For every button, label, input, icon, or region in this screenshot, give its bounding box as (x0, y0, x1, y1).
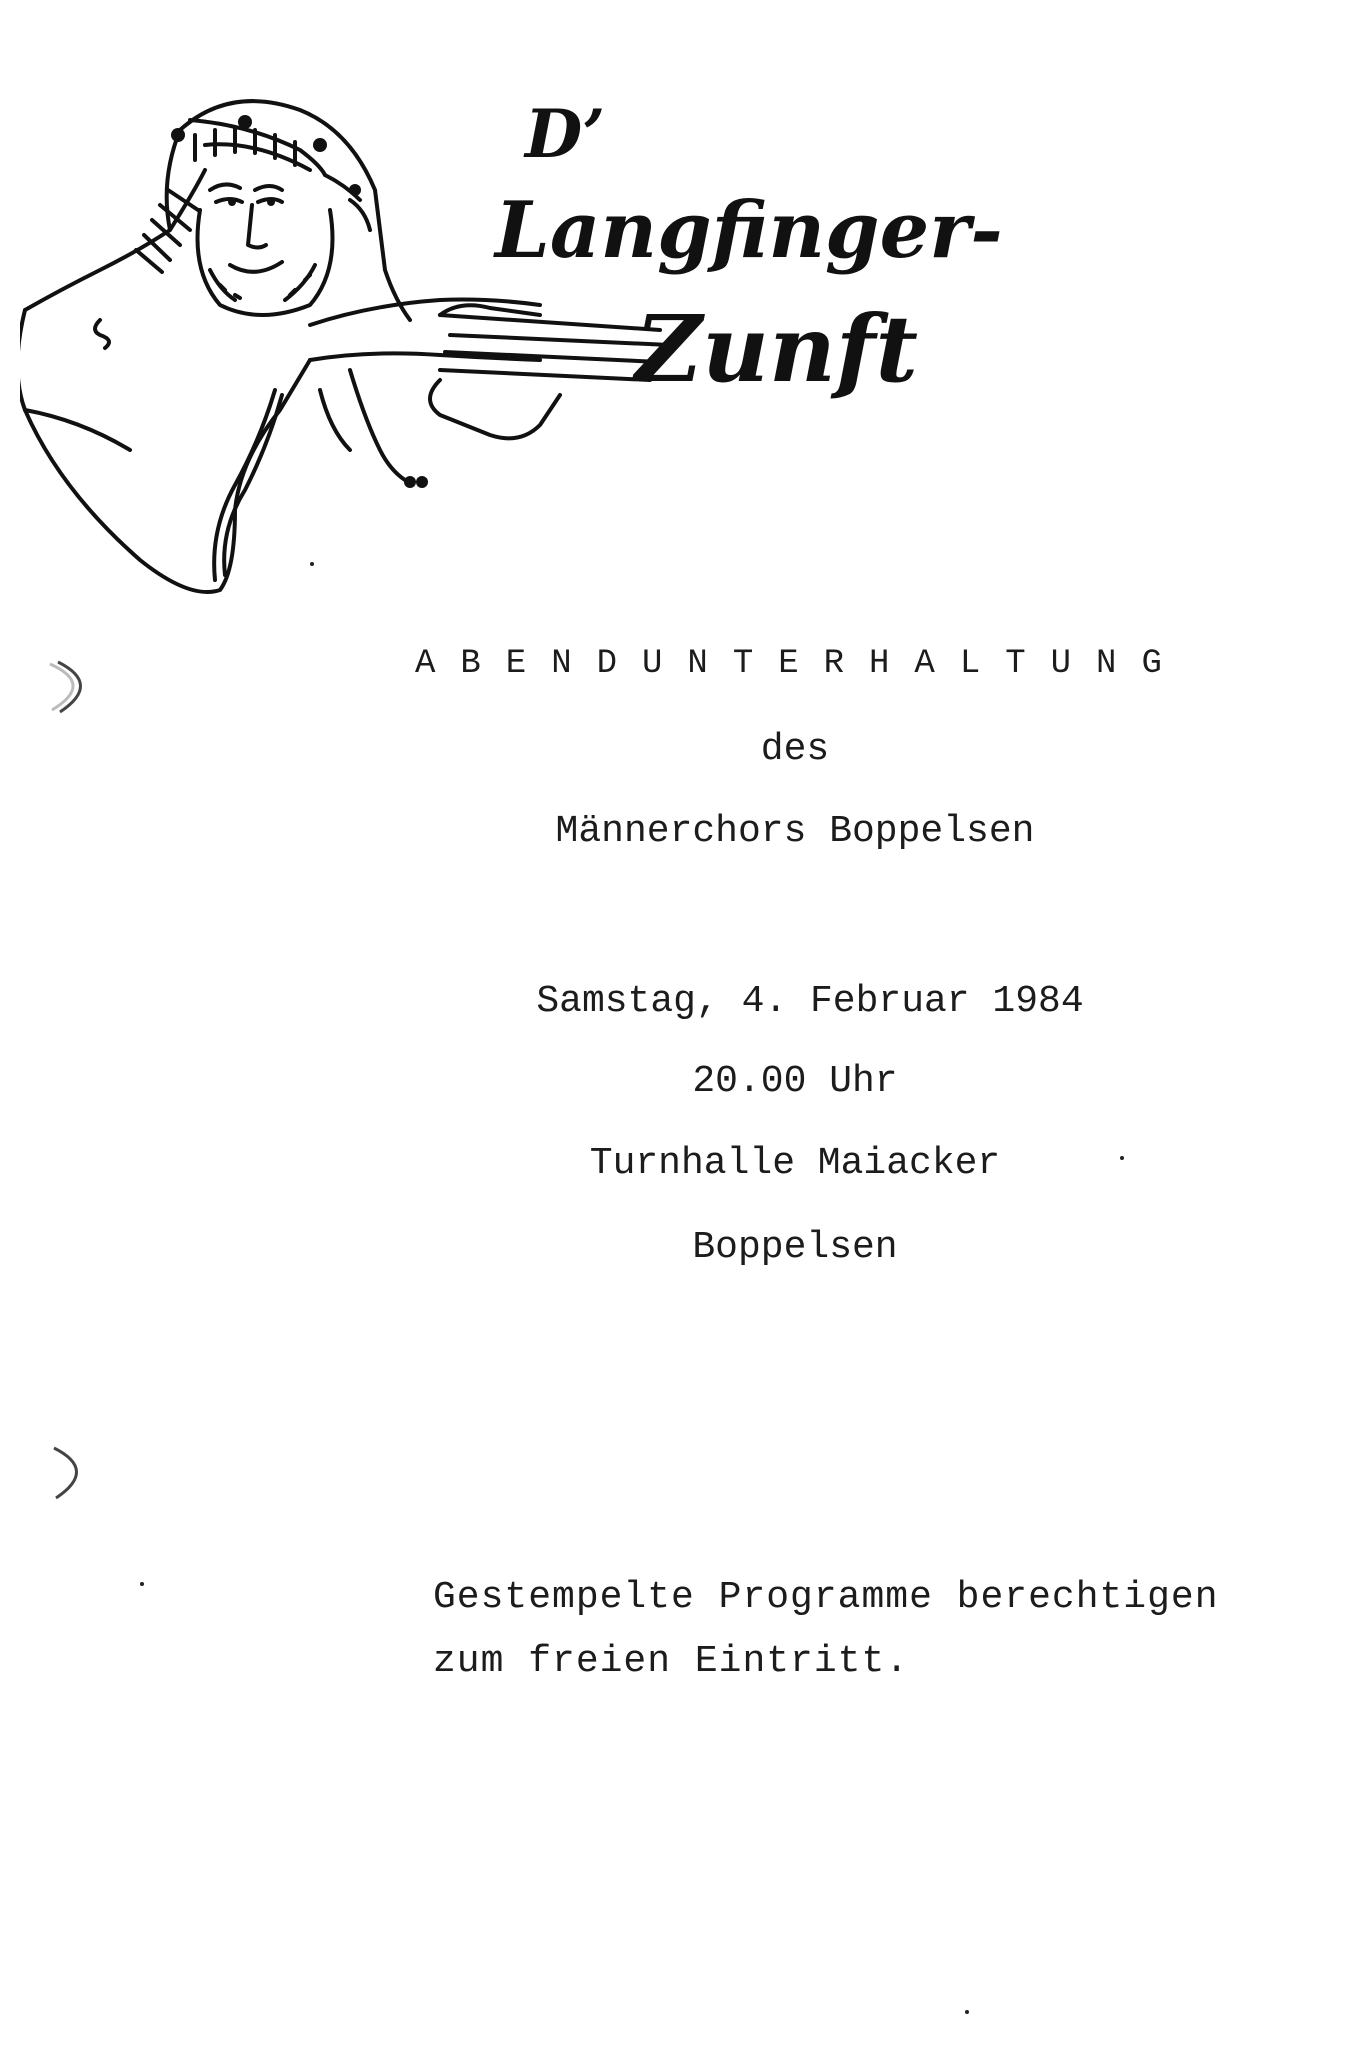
event-venue: Turnhalle Maiacker (589, 1142, 1001, 1185)
event-time: 20.00 Uhr (692, 1060, 898, 1103)
event-date: Samstag, 4. Februar 1984 (536, 980, 1084, 1023)
logo-d-text: D’ (525, 95, 606, 173)
punch-hole-mark (40, 652, 104, 716)
logo-langfinger-text: Langfinger- (495, 185, 1003, 276)
event-organizer: Männerchors Boppelsen (555, 810, 1035, 853)
event-place: Boppelsen (692, 1226, 898, 1269)
logo-zunft-text: Zunft (635, 295, 919, 403)
paper-speck (1120, 1156, 1124, 1160)
punch-hole-mark (40, 1440, 104, 1504)
event-of-text: des (760, 728, 830, 771)
admission-note-line1: Gestempelte Programme berechtigen (433, 1576, 1219, 1619)
event-title: ABENDUNTERHALTUNG (415, 645, 1187, 683)
paper-speck (310, 562, 314, 566)
paper-speck (965, 2010, 969, 2014)
paper-speck (140, 1582, 144, 1586)
admission-note-line2: zum freien Eintritt. (433, 1640, 910, 1683)
